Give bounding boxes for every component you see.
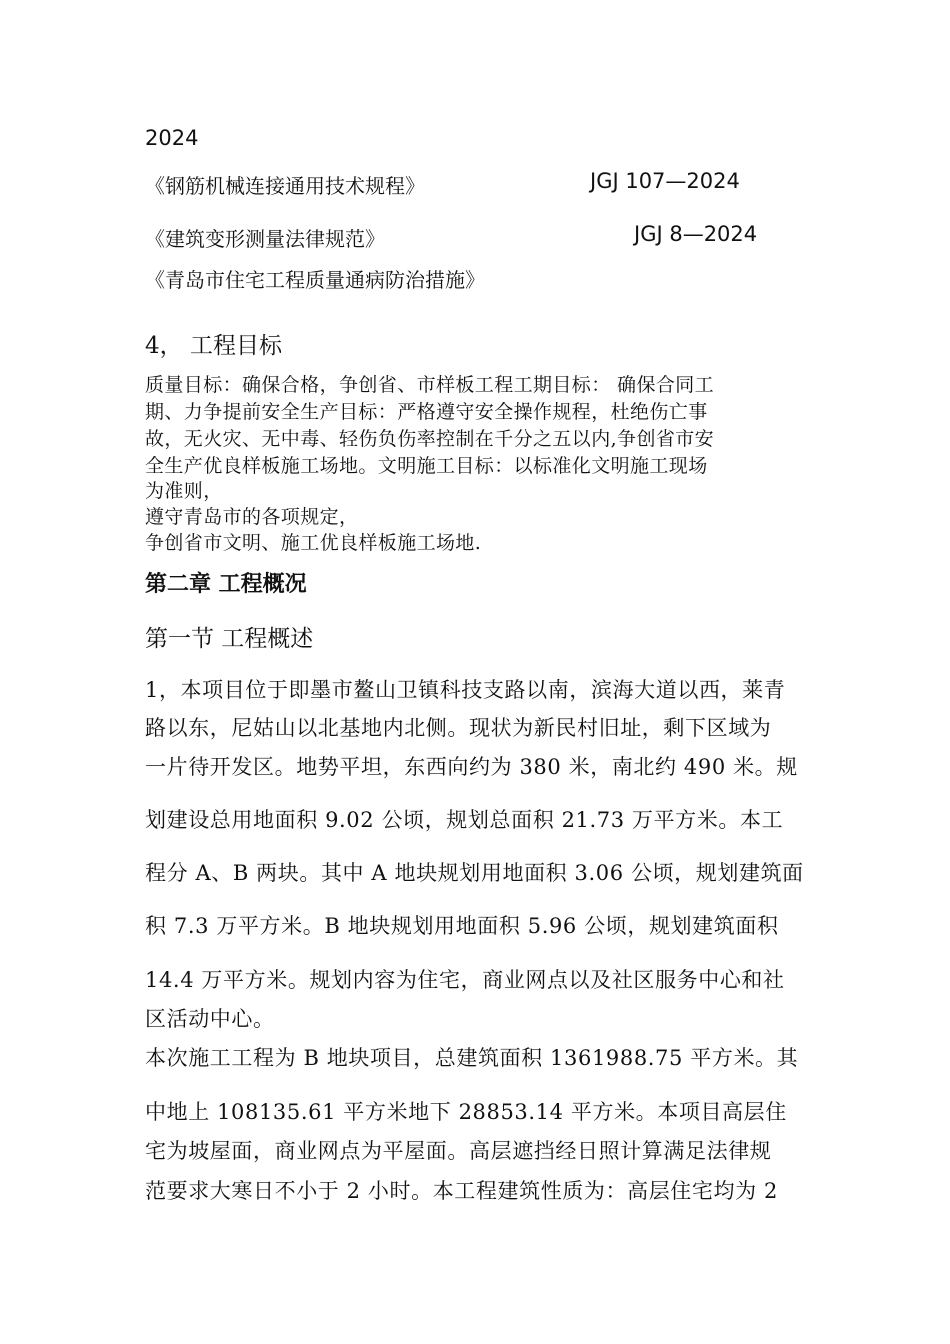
goal-line: 全生产优良样板施工场地。文明施工目标：以标准化文明施工现场 [145,455,708,477]
standard-title: 《青岛市住宅工程质量通病防治措施》 [145,268,485,292]
standard-title: 《钢筋机械连接通用技术规程》 [145,174,425,198]
paragraph-line: 积 7.3 万平方米。B 地块规划用地面积 5.96 公顷，规划建筑面积 [145,914,779,938]
paragraph-line: 14.4 万平方米。规划内容为住宅，商业网点以及社区服务中心和社 [145,968,785,992]
section-heading-goals: 4， 工程目标 [145,333,282,359]
paragraph-line: 范要求大寒日不小于 2 小时。本工程建筑性质为：高层住宅均为 2 [145,1179,778,1203]
goal-line: 遵守青岛市的各项规定， [145,506,359,528]
goal-line: 质量目标：确保合格，争创省、市样板工程工期目标： 确保合同工 [145,374,715,396]
chapter-heading: 第二章 工程概况 [145,572,307,597]
goal-line: 为准则， [145,480,223,502]
year-line: 2024 [145,126,199,150]
standard-code: JGJ 107—2024 [590,169,740,193]
paragraph-line: 本次施工工程为 B 地块项目，总建筑面积 1361988.75 平方米。其 [145,1046,799,1070]
paragraph-line: 宅为坡屋面，商业网点为平屋面。高层遮挡经日照计算满足法律规 [145,1139,772,1163]
paragraph-line: 一片待开发区。地势平坦，东西向约为 380 米，南北约 490 米。规 [145,755,798,779]
paragraph-line: 区活动中心。 [145,1007,275,1031]
section-heading: 第一节 工程概述 [145,626,314,652]
standard-code: JGJ 8—2024 [634,222,758,246]
goal-line: 故，无火灾、无中毒、轻伤负伤率控制在千分之五以内,争创省市安 [145,428,715,450]
paragraph-line: 路以东，尼姑山以北基地内北侧。现状为新民村旧址，剩下区域为 [145,716,772,740]
standard-title: 《建筑变形测量法律规范》 [145,227,385,251]
goal-line: 期、力争提前安全生产目标：严格遵守安全操作规程，杜绝伤亡事 [145,401,708,423]
goal-line: 争创省市文明、施工优良样板施工场地. [145,532,482,554]
paragraph-line: 程分 A、B 两块。其中 A 地块规划用地面积 3.06 公顷，规划建筑面 [145,861,804,885]
paragraph-line: 划建设总用地面积 9.02 公顷，规划总面积 21.73 万平方米。本工 [145,808,784,832]
paragraph-line: 中地上 108135.61 平方米地下 28853.14 平方米。本项目高层住 [145,1100,787,1124]
paragraph-line: 1，本项目位于即墨市鳌山卫镇科技支路以南，滨海大道以西，莱青 [145,678,786,702]
